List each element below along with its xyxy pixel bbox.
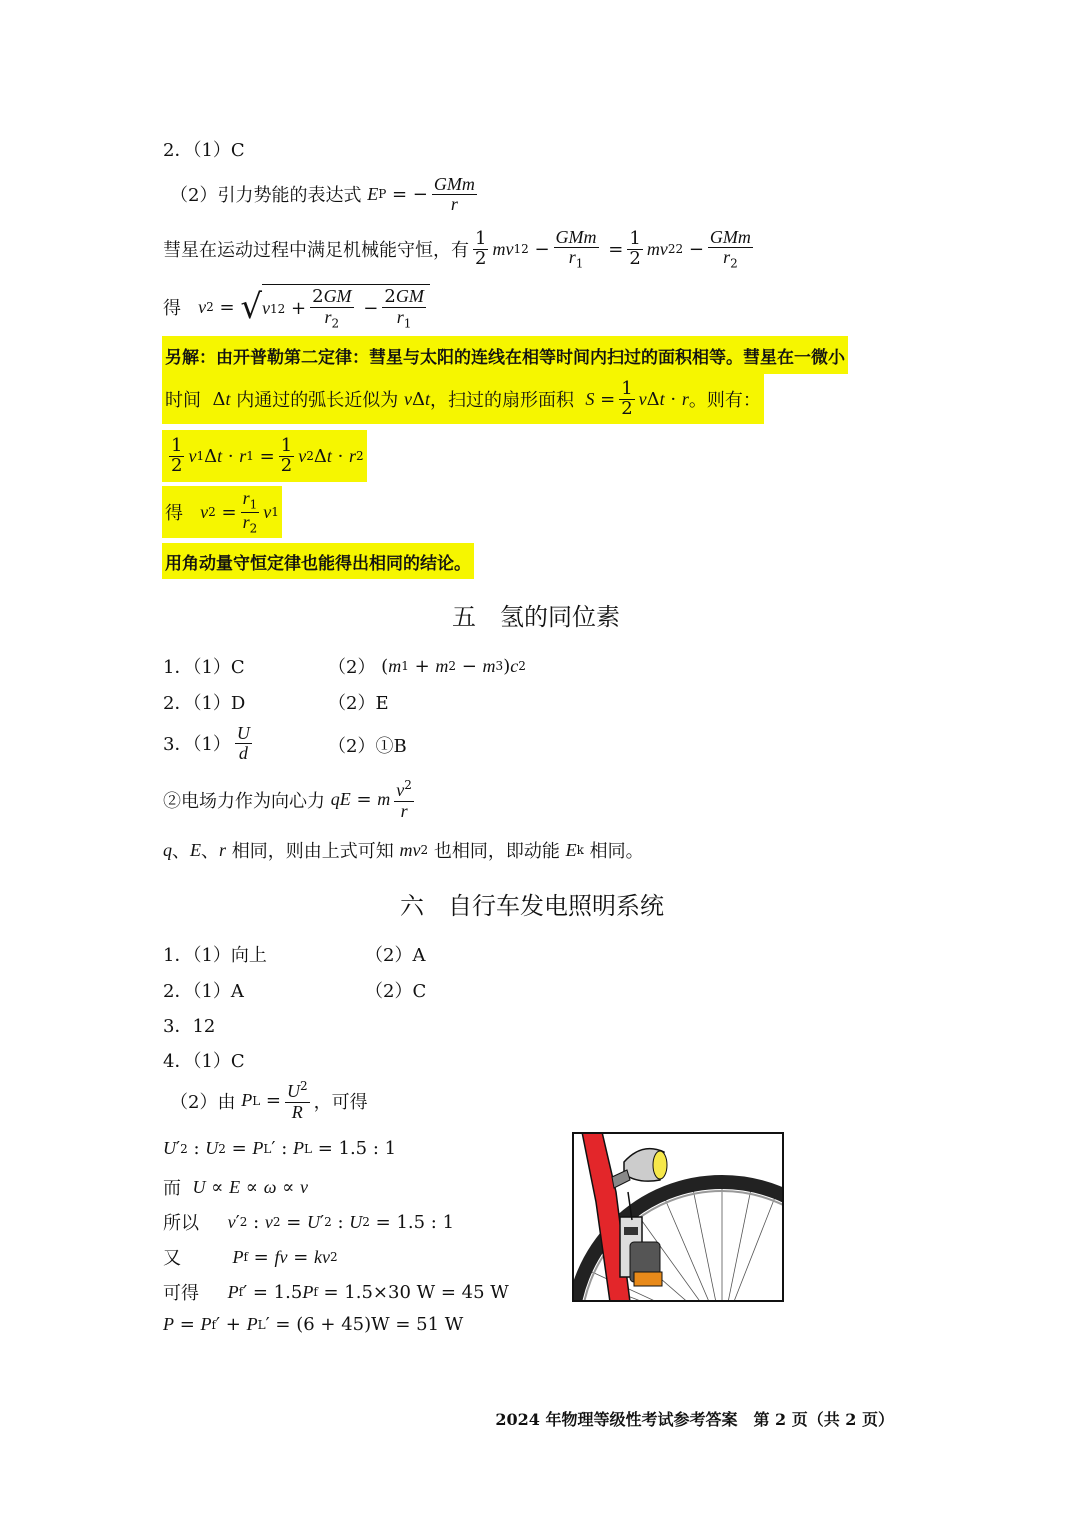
s6-friction: 又 P f = fv = kv 2 (163, 1246, 338, 1269)
s5-centripetal: ②电场力作为向心力 qE = m $\frac{v^2}{r}$ (163, 778, 412, 821)
section-5-title: 五 氢的同位素 (452, 603, 620, 631)
s6-ratio-2: 所以 v ′ 2 : v 2 = U ′ 2 : U 2 = 1.5 : 1 (163, 1211, 455, 1234)
s6-ratio-1: U ′ 2 : U 2 = P L ′ : P L = 1.5 : 1 (163, 1138, 397, 1159)
s5-answer-2: 2．（1）D (163, 693, 246, 714)
s6-answer-4: 4．（1）C (163, 1051, 245, 1072)
s6-answer-3: 3．12 (163, 1016, 216, 1037)
s5-answer-3-2: （2）①B (328, 736, 407, 757)
s6-answer-2-2: （2）C (365, 981, 427, 1002)
s6-answer-1: 1．（1）向上 (163, 945, 267, 966)
s5-answer-2-2: （2）E (328, 693, 389, 714)
energy-conservation: 彗星在运动过程中满足机械能守恒，有 $\frac{1}{2}$ mv 1 2 − $\frac{\text{GMm}}{r_1}$ = $\frac{1}{2}$ mv 2 2 − $\frac{\text{GMm}}{r_2}$ (163, 227, 751, 271)
s5-kinetic: q 、 E 、 r 相同，则由上式可知 mv 2 也相同，即动能 E k 相同。 (163, 839, 644, 862)
section-6-title: 六 自行车发电照明系统 (400, 892, 664, 920)
s5-answer-3: 3．（1） $\frac{U}{d}$ (163, 723, 250, 763)
answer-2-1: 2．（1）C (163, 140, 245, 161)
v2-result: 得 v 2 = √ v 1 2 + $\frac{2GM}{r_2}$ − $\frac{2GM}{r_1}$ (163, 284, 430, 330)
area-equation: $\frac{1}{2}$ v 1 Δ t · r 1 = $\frac{1}{2}$ v 2 Δ t · r 2 (162, 430, 367, 482)
answer-2-2: （2）引力势能的表达式 E P = − $\frac{\text{GMm}}{r}$ (170, 174, 475, 214)
bicycle-dynamo-figure (572, 1132, 784, 1302)
s5-answer-1-2: （2） ( m 1 + m 2 − m 3 ) c 2 (328, 655, 526, 678)
s6-proportional: 而 U ∝ E ∝ ω ∝ v (163, 1176, 309, 1199)
v2-ratio: 得 v 2 = $\frac{r_1}{r_2}$ v 1 (162, 486, 282, 538)
s6-total-power: P = P f ′ + P L ′ = (6 + 45)W = 51 W (163, 1314, 464, 1335)
alt-solution-line1: 另解：由开普勒第二定律：彗星与太阳的连线在相等时间内扫过的面积相等。彗星在一微小 (162, 336, 848, 374)
s6-friction-new: 可得 P f ′ = 1.5 P f = 1.5×30 W = 45 W (163, 1281, 509, 1304)
alt-solution-line2: 时间 Δ t 内通过的弧长近似为 v Δ t ，扫过的扇形面积 S = $\frac{1}{2}$ v Δ t · r 。则有： (162, 374, 764, 424)
s6-answer-1-2: （2）A (365, 945, 426, 966)
angular-momentum-note: 用角动量守恒定律也能得出相同的结论。 (162, 543, 474, 579)
s6-answer-2: 2．（1）A (163, 981, 244, 1002)
s6-power: （2）由 P L = $\frac{U^2}{R}$ ，可得 (170, 1079, 368, 1122)
s5-answer-1: 1．（1）C (163, 657, 245, 678)
page-footer: 2024 年物理等级性考试参考答案 第 2 页（共 2 页） (495, 1410, 894, 1429)
